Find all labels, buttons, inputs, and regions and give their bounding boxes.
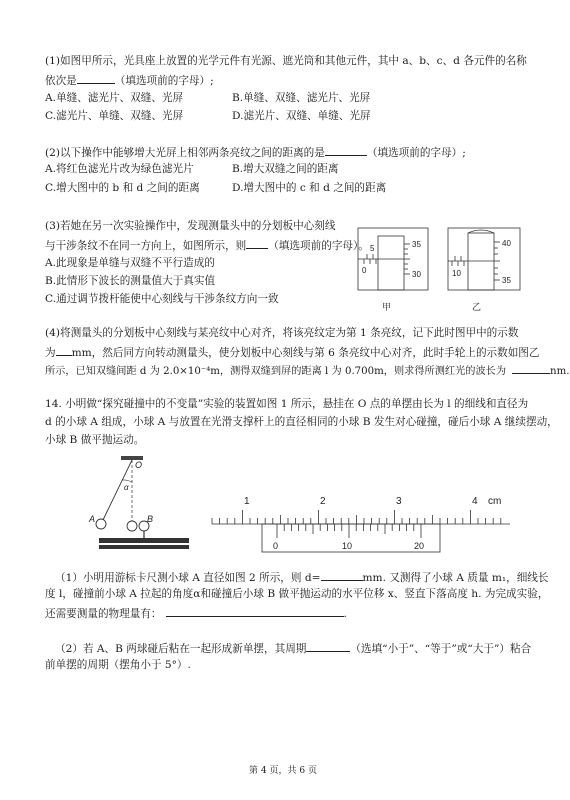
q3-line1: (3)若她在另一次实验操作中，发现测量头中的分划板中心刻线 [45,220,336,232]
q1-answer-blank[interactable] [77,73,115,84]
jia-tick-35: 35 [412,240,421,249]
q14-line1: 14. 小明做“探究碰撞中的不变量”实验的装置如图 1 所示，悬挂在 O 点的单摆由长为 l 的细线和直径为 [45,398,529,410]
yi-caption: 乙 [472,302,482,312]
q14-s2-line1: （2）若 A、B 两球碰后粘在一起形成新单摆，其周期 （选填“小于”、“等于”或“大于”）粘合 [55,643,532,655]
q14-s1-line2: 度 l，碰撞前小球 A 拉起的角度α和碰撞后小球 B 做平抛运动的水平位移 x、竖直下落高度 h. 为完成实验， [45,588,549,600]
micrometer-figures [348,218,528,318]
q1-option-a: A.单缝、滤光片、双缝、光屏 [45,92,184,104]
q4-line1: (4)将测量头的分划板中心刻线与某亮纹中心对齐，将该亮纹定为第 1 条亮纹，记下此时图甲中的示数 [45,327,519,339]
page-footer: 第 4 页，共 6 页 [249,766,317,776]
yi-main-10: 10 [452,269,461,278]
q14-line2: d 的小球 A 组成，小球 A 与放置在光滑支撑杆上的直径相同的小球 B 发生对心碰撞，碰后小球 A 继续摆动， [45,416,558,428]
q2-option-c: C.增大图中的 b 和 d 之间的距离 [45,182,200,194]
q1-line2: 依次是 （填选项前的字母）; [45,75,214,87]
label-o: O [135,460,143,470]
diameter-blank[interactable] [321,570,363,581]
vernier-label-10: 10 [342,541,353,551]
q14-line3: 小球 B 做平抛运动。 [45,434,145,446]
q14-s1-line3: 还需要测量的物理量有： . [45,608,347,620]
q2-option-b: B.增大双缝之间的距离 [232,163,339,175]
vernier-label-0: 0 [273,541,279,551]
period-blank[interactable] [306,641,350,652]
main-label-4: 4 [472,496,478,507]
figure-jia [358,228,428,290]
pendulum-figure [85,448,205,558]
yi-tick-35: 35 [502,276,511,285]
q3-option-a: A.此现象是单缝与双缝不平行造成的 [45,257,215,269]
q4-line2: 为 mm，然后同方向转动测量头，使分划板中心刻线与第 6 条亮纹中心对齐，此时手轮上的示数如图乙 [45,347,540,359]
q1-option-d: D.滤光片、双缝、单缝、光屏 [232,110,371,122]
q1-option-b: B.单缝、双缝、滤光片、光屏 [232,92,371,104]
label-b: B [147,514,154,524]
label-alpha: α [124,483,129,492]
base-rail [99,538,189,543]
q3-option-b: B.此情形下波长的测量值大于真实值 [45,275,216,287]
jia-tick-30: 30 [412,270,421,279]
q2-option-d: D.增大图中的 c 和 d 之间的距离 [232,182,387,194]
q14-s1-line1: （1）小明用游标卡尺测小球 A 直径如图 2 所示，则 d= mm. 又测得了小球 A 质量 m₁，细线长 [55,572,549,584]
q14-s2-line2: 前单摆的周期（摆角小于 5°）. [45,659,191,671]
q1-option-c: C.滤光片、单缝、双缝、光屏 [45,110,184,122]
vernier-label-20: 20 [414,541,425,551]
label-a: A [89,514,96,524]
main-label-3: 3 [396,496,402,507]
jia-caption: 甲 [382,302,392,312]
q2-answer-blank[interactable] [325,145,367,156]
ball-a [96,519,106,529]
q4-wavelength-blank[interactable] [512,363,550,374]
caliper-figure [210,488,520,558]
yi-tick-40: 40 [502,239,511,248]
q3-line2: 与干涉条纹不在同一方向上，如图所示，则 （填选项前的字母）。 [45,240,369,252]
quantities-blank[interactable] [166,606,344,617]
q4-line3: 所示，已知双缝间距 d 为 2.0×10⁻⁴m，测得双缝到屏的距离 l 为 0.700m，则求得所测红光的波长为 nm. [45,363,570,378]
q2-option-a: A.将红色滤光片改为绿色滤光片 [45,163,194,175]
jia-main-0: 0 [362,266,367,275]
q3-answer-blank[interactable] [246,238,268,249]
jia-main-5: 5 [370,244,375,253]
unit-label: cm [488,496,502,507]
q2-line1: (2)以下操作中能够增大光屏上相邻两条亮纹之间的距离的是 （填选项前的字母）; [45,147,466,159]
main-label-2: 2 [320,496,326,507]
q1-line1: (1)如图甲所示，光具座上放置的光学元件有光源、遮光筒和其他元件，其中 a、b、c、d 各元件的名称 [45,55,527,67]
q3-option-c: C.通过调节拨杆能使中心刻线与干涉条纹方向一致 [45,293,279,305]
q4-reading-blank[interactable] [56,345,72,356]
main-label-1: 1 [244,496,250,507]
ball-a-rest [127,521,137,531]
